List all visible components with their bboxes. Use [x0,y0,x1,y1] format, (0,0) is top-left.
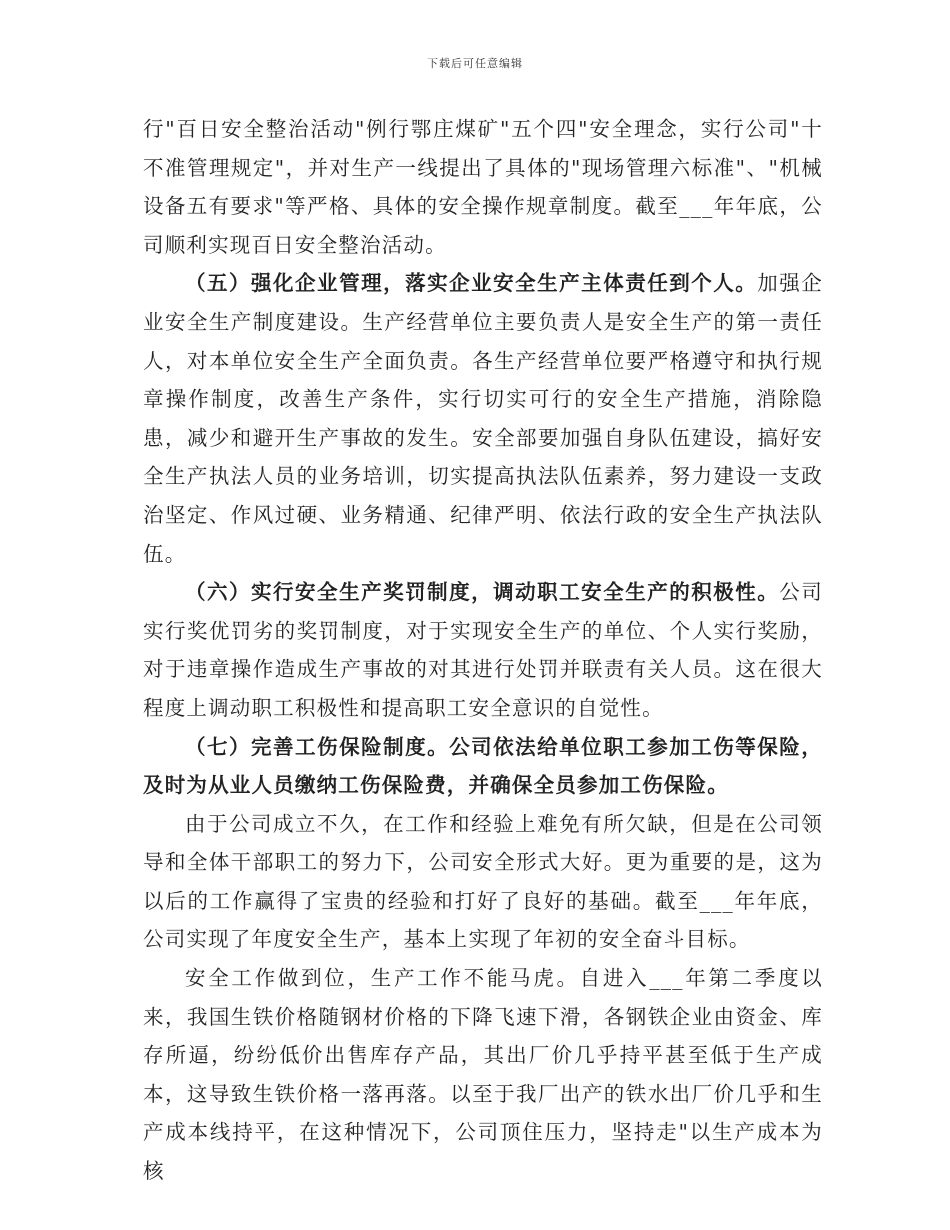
paragraph-production [143,959,823,1191]
paragraph-text: 行"百日安全整治活动"例行鄂庄煤矿"五个四"安全理念，实行公司"十不准管理规定"，并对生产一线提出了具体的"现场管理六标准"、"机械设备五有要求"等严格、具体的安全操作规章制度。截至___年年底，公司顺利实现百日安全整治活动。 [143,117,823,257]
paragraph-text: 由于公司成立不久，在工作和经验上难免有所欠缺，但是在公司领导和全体干部职工的努力下，公司安全形式大好。更为重要的是，这为以后的工作赢得了宝贵的经验和打好了良好的基础。截至___年年底，公司实现了年度安全生产，基本上实现了年初的安全奋斗目标。 [143,811,823,952]
paragraph-section-5 [143,264,823,573]
paragraph-text: 公司实行奖优罚劣的奖罚制度，对于实现安全生产的单位、个人实行奖励，对于违章操作造成生产事故的对其进行处罚并联责有关人员。这在很大程度上调动职工积极性和提高职工安全意识的自觉性。 [143,580,823,720]
section-heading: （五）强化企业管理，落实企业安全生产主体责任到个人。 [185,271,758,296]
paragraph-section-7 [143,728,823,805]
paragraph-summary [143,805,823,959]
section-heading: （六）实行安全生产奖罚制度，调动职工安全生产的积极性。 [185,580,780,605]
paragraph-text: 加强企业安全生产制度建设。生产经营单位主要负责人是安全生产的第一责任人，对本单位安全生产全面负责。各生产经营单位要严格遵守和执行规章操作制度，改善生产条件，实行切实可行的安全生产措施，消除隐患，减少和避开生产事故的发生。安全部要加强自身队伍建设，搞好安全生产执法人员的业务培训，切实提高执法队伍素养，努力建设一支政治坚定、作风过硬、业务精通、纪律严明、依法行政的安全生产执法队伍。 [143,271,823,566]
document-body [143,110,823,1191]
page-header: 下载后可任意编辑 [427,57,523,70]
paragraph-section-6 [143,573,823,727]
section-heading: （七）完善工伤保险制度。公司依法给单位职工参加工伤等保险，及时为从业人员缴纳工伤保险费，并确保全员参加工伤保险。 [143,734,823,798]
paragraph-continuation [143,110,823,264]
paragraph-text: 安全工作做到位，生产工作不能马虎。自进入___年第二季度以来，我国生铁价格随钢材价格的下降飞速下滑，各钢铁企业由资金、库存所逼，纷纷低价出售库存产品，其出厂价几乎持平甚至低于生产成本，这导致生铁价格一落再落。以至于我厂出产的铁水出厂价几乎和生产成本线持平，在这种情况下，公司顶住压力，坚持走"以生产成本为核 [143,966,823,1184]
